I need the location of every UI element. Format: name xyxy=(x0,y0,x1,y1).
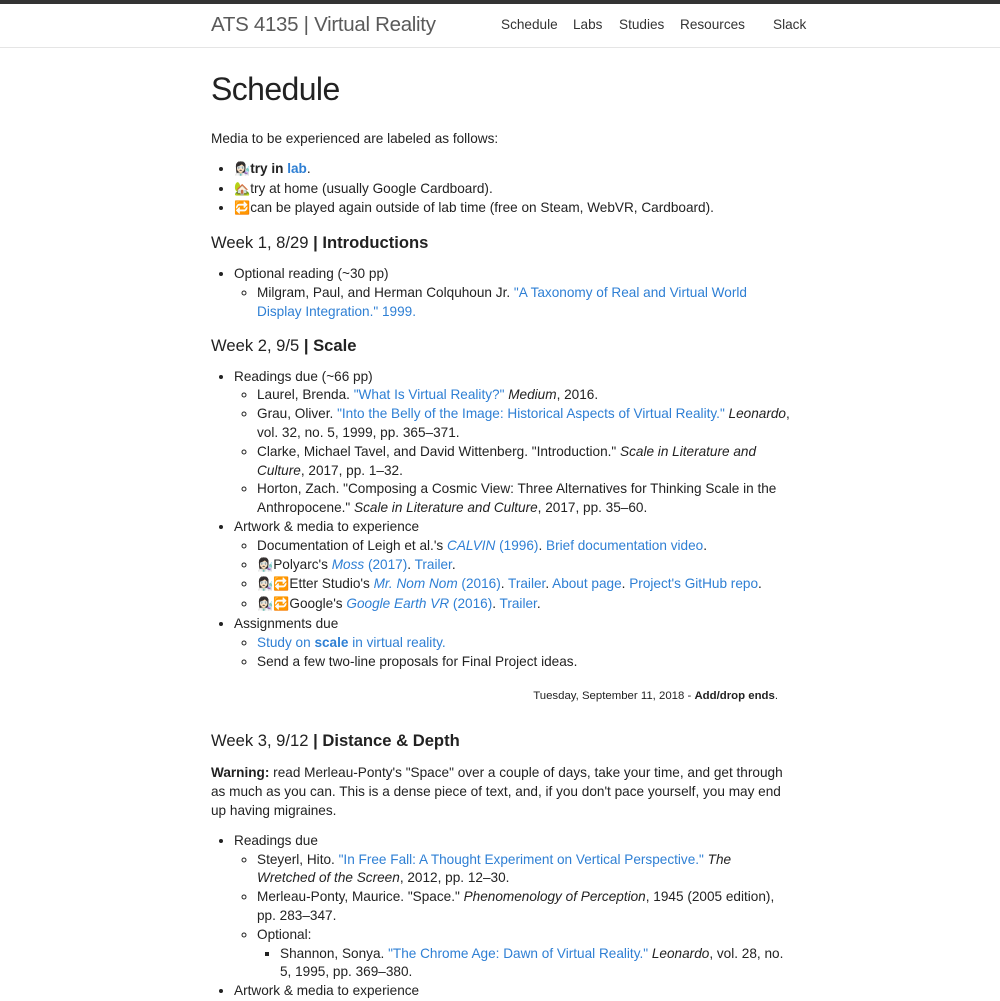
media-link[interactable]: Moss (2017) xyxy=(331,556,408,572)
list-item: ◦ 👩🏻‍🔬🔁Google's Google Earth VR (2016). Trailer. xyxy=(257,595,791,615)
reading-link[interactable]: "Into the Belly of the Image: Historical Aspects of Virtual Reality." xyxy=(337,406,725,422)
warning-text: Warning: read Merleau-Ponty's "Space" over a couple of days, take your time, and get through as much as you can. This is a dense piece of text, and, if you don't pace yourself, you may end up having migraines. xyxy=(211,765,783,818)
lab-link[interactable]: lab xyxy=(287,160,307,176)
nav-schedule[interactable]: Schedule xyxy=(501,17,558,32)
github-link[interactable]: Project's GitHub repo xyxy=(629,576,759,592)
list-item: ◦ Documentation of Leigh et al.'s CALVIN (1996). Brief documentation video. xyxy=(257,537,791,556)
scientist-repeat-icon: 👩🏻‍🔬🔁 xyxy=(257,597,290,613)
nav-resources[interactable]: Resources xyxy=(680,17,745,32)
week1-heading: Week 1, 8/29 | Introductions xyxy=(211,233,429,253)
list-item: • Optional reading (~30 pp) ◦ Milgram, Paul, and Herman Colquhoun Jr. "A Taxonomy of Real and Virtual World Display Integration." 1999. xyxy=(234,265,791,321)
legend-home xyxy=(234,180,791,200)
video-link[interactable]: Brief documentation video xyxy=(546,537,704,553)
media-link[interactable]: CALVIN (1996) xyxy=(447,537,539,553)
repeat-icon: 🔁 xyxy=(234,201,251,217)
media-link[interactable]: Mr. Nom Nom (2016) xyxy=(373,576,501,592)
list-item: • Readings due (~66 pp) ◦ Laurel, Brenda. "What Is Virtual Reality?" Medium, 2016. ◦ Grau, Oliver. "Into the Belly of the Image: Historical Aspects of Virtual Reality." Leonardo, vol. 32, no. 5, 1999, pp. 365–371. ◦ Clarke, Michael Tavel, and David Wittenberg. "Introduction." Scale in Literature and Culture, 2017, pp. 1–32. ◦ Horton, Zach. "Composing a Cosmic View: Three Alternatives for Thinking Scale in the Anthropocene." Scale in Literature and Culture, 2017, pp. 35–60. xyxy=(234,368,791,518)
week3-list xyxy=(211,832,791,1001)
week3-heading: Week 3, 9/12 | Distance & Depth xyxy=(211,731,460,751)
about-link[interactable]: About page xyxy=(552,576,622,592)
list-item: • Readings due ◦ Steyerl, Hito. "In Free Fall: A Thought Experiment on Vertical Perspective." The Wretched of the Screen, 2012, pp. 12–30. ◦ Merleau-Ponty, Maurice. "Space." Phenomenology of Perception, 1945 (2005 edition), pp. 283–347. ◦ Optional: ▪ Shannon, Sonya. "The Chrome Age: Dawn of Virtual Reality." Leonardo, vol. 28, no. 5, 1995, pp. 369–380. xyxy=(234,832,791,982)
house-icon: 🏡 xyxy=(234,181,251,197)
list-item: ◦ Milgram, Paul, and Herman Colquhoun Jr. "A Taxonomy of Real and Virtual World Display Integration." 1999. xyxy=(257,284,791,322)
legend-lab-text: try in xyxy=(250,160,288,176)
nav-labs[interactable]: Labs xyxy=(573,17,603,32)
scientist-icon: 👩🏻‍🔬 xyxy=(234,161,251,177)
nav-studies[interactable]: Studies xyxy=(619,17,665,32)
list-item: ▪ Shannon, Sonya. "The Chrome Age: Dawn of Virtual Reality." Leonardo, vol. 28, no. 5, 1995, pp. 369–380. xyxy=(280,945,791,983)
list-item: ◦ Horton, Zach. "Composing a Cosmic View: Three Alternatives for Thinking Scale in the Anthropocene." Scale in Literature and Culture, 2017, pp. 35–60. xyxy=(257,480,791,518)
page-title: Schedule xyxy=(211,71,340,107)
legend-again-text: can be played again outside of lab time (free on Steam, WebVR, Cardboard). xyxy=(250,200,714,216)
intro-text: Media to be experienced are labeled as follows: xyxy=(211,131,499,146)
study-link[interactable]: Study on scale in virtual reality. xyxy=(257,634,446,650)
list-item: ◦ 👩🏻‍🔬Polyarc's Moss (2017). Trailer. xyxy=(257,556,791,576)
scientist-icon: 👩🏻‍🔬 xyxy=(257,557,274,573)
top-nav xyxy=(0,4,1000,48)
list-item: • Artwork & media to experience xyxy=(234,982,791,1001)
list-item: ◦ Clarke, Michael Tavel, and David Wittenberg. "Introduction." Scale in Literature and Culture, 2017, pp. 1–32. xyxy=(257,443,791,481)
reading-link[interactable]: "What Is Virtual Reality?" xyxy=(353,387,505,403)
legend-lab-end: . xyxy=(306,160,311,176)
nav-slack[interactable]: Slack xyxy=(773,17,807,32)
week2-list xyxy=(211,368,791,672)
scientist-repeat-icon: 👩🏻‍🔬🔁 xyxy=(257,577,290,593)
list-item: ◦ Merleau-Ponty, Maurice. "Space." Phenomenology of Perception, 1945 (2005 edition), pp. 283–347. xyxy=(257,888,791,926)
legend-home-text: try at home (usually Google Cardboard). xyxy=(250,180,493,196)
list-item: ◦ Steyerl, Hito. "In Free Fall: A Thought Experiment on Vertical Perspective." The Wretched of the Screen, 2012, pp. 12–30. xyxy=(257,851,791,889)
trailer-link[interactable]: Trailer xyxy=(414,556,452,572)
site-title[interactable]: ATS 4135 | Virtual Reality xyxy=(211,13,436,36)
reading-link[interactable]: "The Chrome Age: Dawn of Virtual Reality." xyxy=(388,945,649,961)
list-item: ◦ Laurel, Brenda. "What Is Virtual Reality?" Medium, 2016. xyxy=(257,386,791,405)
media-link[interactable]: Google Earth VR (2016) xyxy=(346,596,493,612)
reading-link[interactable]: "In Free Fall: A Thought Experiment on Vertical Perspective." xyxy=(338,851,704,867)
legend-list xyxy=(211,160,791,219)
legend-again xyxy=(234,199,791,219)
reading-link[interactable]: "A Taxonomy of Real and Virtual World Display Integration." 1999. xyxy=(257,284,747,319)
trailer-link[interactable]: Trailer xyxy=(499,596,537,612)
list-item: ◦ Send a few two-line proposals for Final Project ideas. xyxy=(257,653,791,672)
add-drop-note: Tuesday, September 11, 2018 - Add/drop ends. xyxy=(533,690,778,703)
list-item: ◦ 👩🏻‍🔬🔁Etter Studio's Mr. Nom Nom (2016). Trailer. About page. Project's GitHub repo. xyxy=(257,575,791,595)
legend-lab xyxy=(234,160,791,180)
week2-heading: Week 2, 9/5 | Scale xyxy=(211,335,357,355)
week1-list xyxy=(211,265,791,321)
trailer-link[interactable]: Trailer xyxy=(508,576,546,592)
list-item xyxy=(257,634,791,653)
list-item: • Artwork & media to experience ◦ Documentation of Leigh et al.'s CALVIN (1996). Brief documentation video. ◦ 👩🏻‍🔬Polyarc's Moss (2017). Trailer. ◦ 👩🏻‍🔬🔁Etter Studio's Mr. Nom Nom (2016). Trailer. About page. Project's GitHub repo. ◦ 👩🏻‍🔬🔁Google's Google Earth VR (2016). Trailer. xyxy=(234,518,791,615)
main-content xyxy=(211,48,791,1001)
list-item: ◦ Optional: ▪ Shannon, Sonya. "The Chrome Age: Dawn of Virtual Reality." Leonardo, vol. 28, no. 5, 1995, pp. 369–380. xyxy=(257,926,791,982)
list-item: • Assignments due ◦ Study on scale in virtual reality. ◦ Send a few two-line proposals for Final Project ideas. xyxy=(234,615,791,671)
list-item: ◦ Grau, Oliver. "Into the Belly of the Image: Historical Aspects of Virtual Reality." Leonardo, vol. 32, no. 5, 1999, pp. 365–371. xyxy=(257,405,791,443)
